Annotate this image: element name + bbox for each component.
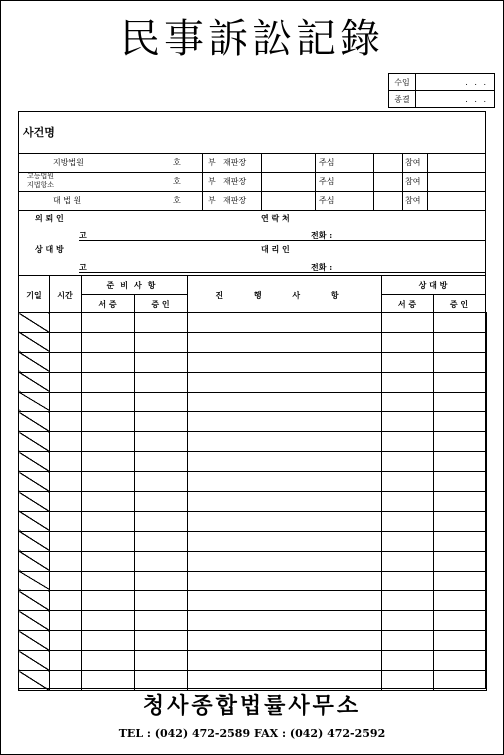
court-supreme-chameo: 참여: [405, 196, 421, 205]
progress-cell[interactable]: [188, 531, 382, 551]
opp-doc-cell[interactable]: [382, 452, 434, 472]
form-title: 民事訴訟記錄: [120, 16, 384, 62]
time-cell[interactable]: [50, 531, 82, 551]
date-cell[interactable]: [19, 631, 50, 651]
progress-cell[interactable]: [188, 631, 382, 651]
time-cell[interactable]: [50, 651, 82, 671]
opp-witness-cell[interactable]: [434, 631, 487, 651]
date-cell[interactable]: [19, 651, 50, 671]
court-high-name-1: 고등법원: [27, 172, 55, 180]
time-cell[interactable]: [50, 551, 82, 571]
table-row: [19, 551, 487, 571]
table-row: [19, 313, 487, 333]
opponent-label: 상 대 방: [35, 244, 64, 254]
date-cell[interactable]: [19, 313, 50, 333]
prep-witness-cell[interactable]: [135, 412, 188, 432]
opp-witness-cell[interactable]: [434, 591, 487, 611]
opp-doc-cell[interactable]: [382, 511, 434, 531]
court-high-name-2: 지법항소: [27, 181, 55, 189]
court-supreme-name: 대 법 원: [53, 196, 82, 205]
prep-doc-cell[interactable]: [82, 352, 135, 372]
table-row: [19, 571, 487, 591]
prep-doc-cell[interactable]: [82, 472, 135, 492]
closed-date-field[interactable]: . . .: [416, 91, 495, 108]
progress-cell[interactable]: [188, 492, 382, 512]
table-row: [19, 631, 487, 651]
opp-doc-cell[interactable]: [382, 313, 434, 333]
prep-doc-cell[interactable]: [82, 392, 135, 412]
progress-cell[interactable]: [188, 452, 382, 472]
progress-cell[interactable]: [188, 651, 382, 671]
opp-witness-cell[interactable]: [434, 432, 487, 452]
progress-cell[interactable]: [188, 392, 382, 412]
progress-cell[interactable]: [188, 611, 382, 631]
prep-witness-cell[interactable]: [135, 332, 188, 352]
table-row: [19, 651, 487, 671]
court-district-judge: 재판장: [223, 158, 247, 167]
progress-cell[interactable]: [188, 332, 382, 352]
prep-doc-cell[interactable]: [82, 531, 135, 551]
time-cell[interactable]: [50, 671, 82, 691]
opp-doc-cell[interactable]: [382, 651, 434, 671]
client-sub-label: 고: [79, 230, 87, 240]
opp-doc-cell[interactable]: [382, 492, 434, 512]
prep-witness-cell[interactable]: [135, 492, 188, 512]
opp-doc-cell[interactable]: [382, 372, 434, 392]
court-district-chameo: 참여: [405, 158, 421, 167]
date-cell[interactable]: [19, 472, 50, 492]
receipt-box: [388, 73, 495, 108]
time-cell[interactable]: [50, 631, 82, 651]
court-high-judge: 재판장: [223, 177, 247, 186]
date-cell[interactable]: [19, 452, 50, 472]
prep-doc-cell[interactable]: [82, 511, 135, 531]
prep-witness-cell[interactable]: [135, 452, 188, 472]
opp-doc-cell[interactable]: [382, 531, 434, 551]
time-cell[interactable]: [50, 571, 82, 591]
opp-witness-cell[interactable]: [434, 352, 487, 372]
table-row: [19, 332, 487, 352]
time-cell[interactable]: [50, 452, 82, 472]
opp-doc-cell[interactable]: [382, 332, 434, 352]
table-row: [19, 372, 487, 392]
table-row: [19, 472, 487, 492]
opp-doc-cell[interactable]: [382, 631, 434, 651]
col-opp-witness-header: 증 인: [449, 299, 469, 309]
col-progress-header: 진 행 사 항: [215, 290, 353, 300]
time-cell[interactable]: [50, 472, 82, 492]
agent-label: 대 리 인: [261, 244, 290, 254]
progress-cell[interactable]: [188, 511, 382, 531]
prep-doc-cell[interactable]: [82, 412, 135, 432]
opp-doc-cell[interactable]: [382, 551, 434, 571]
time-cell[interactable]: [50, 591, 82, 611]
prep-witness-cell[interactable]: [135, 671, 188, 691]
court-supreme-bu: 부: [208, 196, 216, 205]
prep-witness-cell[interactable]: [135, 571, 188, 591]
time-cell[interactable]: [50, 432, 82, 452]
court-district-name: 지방법원: [53, 158, 84, 167]
date-cell[interactable]: [19, 511, 50, 531]
prep-doc-cell[interactable]: [82, 611, 135, 631]
time-cell[interactable]: [50, 511, 82, 531]
opp-witness-cell[interactable]: [434, 611, 487, 631]
table-row: [19, 611, 487, 631]
court-high-ho: 호: [173, 177, 181, 186]
opp-witness-cell[interactable]: [434, 472, 487, 492]
opp-witness-cell[interactable]: [434, 313, 487, 333]
opp-doc-cell[interactable]: [382, 352, 434, 372]
date-cell[interactable]: [19, 611, 50, 631]
progress-cell[interactable]: [188, 472, 382, 492]
table-row: [19, 412, 487, 432]
court-high-jusim: 주심: [319, 177, 335, 186]
table-row: [19, 392, 487, 412]
opp-witness-cell[interactable]: [434, 531, 487, 551]
table-row: [19, 671, 487, 691]
progress-cell[interactable]: [188, 432, 382, 452]
progress-cell[interactable]: [188, 671, 382, 691]
time-cell[interactable]: [50, 313, 82, 333]
court-high-bu: 부: [208, 177, 216, 186]
date-cell[interactable]: [19, 571, 50, 591]
progress-cell[interactable]: [188, 551, 382, 571]
prep-doc-cell[interactable]: [82, 492, 135, 512]
opp-witness-cell[interactable]: [434, 392, 487, 412]
opp-witness-cell[interactable]: [434, 332, 487, 352]
table-row: [19, 352, 487, 372]
prep-witness-cell[interactable]: [135, 631, 188, 651]
progress-cell[interactable]: [188, 591, 382, 611]
table-row: [19, 531, 487, 551]
prep-witness-cell[interactable]: [135, 472, 188, 492]
time-cell[interactable]: [50, 492, 82, 512]
court-supreme-ho: 호: [173, 196, 181, 205]
col-opp-group-header: 상 대 방: [418, 280, 448, 290]
opp-doc-cell[interactable]: [382, 671, 434, 691]
prep-doc-cell[interactable]: [82, 452, 135, 472]
progress-cell[interactable]: [188, 412, 382, 432]
opp-doc-cell[interactable]: [382, 412, 434, 432]
opp-doc-cell[interactable]: [382, 591, 434, 611]
opp-doc-cell[interactable]: [382, 571, 434, 591]
prep-doc-cell[interactable]: [82, 651, 135, 671]
time-cell[interactable]: [50, 352, 82, 372]
opp-witness-cell[interactable]: [434, 651, 487, 671]
prep-witness-cell[interactable]: [135, 392, 188, 412]
prep-doc-cell[interactable]: [82, 332, 135, 352]
table-row: [19, 511, 487, 531]
opp-doc-cell[interactable]: [382, 611, 434, 631]
prep-witness-cell[interactable]: [135, 551, 188, 571]
col-date-header: 기일: [26, 290, 42, 300]
progress-cell[interactable]: [188, 352, 382, 372]
opp-doc-cell[interactable]: [382, 392, 434, 412]
court-district-bu: 부: [208, 158, 216, 167]
time-cell[interactable]: [50, 611, 82, 631]
date-cell[interactable]: [19, 432, 50, 452]
opponent-phone-label: 전화 :: [311, 262, 333, 272]
opp-witness-cell[interactable]: [434, 551, 487, 571]
col-time-header: 시간: [57, 290, 73, 300]
received-date-field[interactable]: . . .: [416, 74, 495, 91]
prep-witness-cell[interactable]: [135, 372, 188, 392]
time-cell[interactable]: [50, 372, 82, 392]
col-prep-doc-header: 서 증: [98, 299, 117, 309]
date-cell[interactable]: [19, 492, 50, 512]
prep-doc-cell[interactable]: [82, 372, 135, 392]
table-row: [19, 591, 487, 611]
opp-witness-cell[interactable]: [434, 571, 487, 591]
date-cell[interactable]: [19, 392, 50, 412]
prep-doc-cell[interactable]: [82, 591, 135, 611]
col-prep-witness-header: 증 인: [151, 299, 170, 309]
prep-doc-cell[interactable]: [82, 551, 135, 571]
case-name-label: 사건명: [23, 126, 55, 139]
opp-doc-cell[interactable]: [382, 432, 434, 452]
prep-witness-cell[interactable]: [135, 611, 188, 631]
prep-witness-cell[interactable]: [135, 432, 188, 452]
date-cell[interactable]: [19, 332, 50, 352]
prep-witness-cell[interactable]: [135, 591, 188, 611]
date-cell[interactable]: [19, 412, 50, 432]
progress-cell[interactable]: [188, 571, 382, 591]
court-supreme-jusim: 주심: [319, 196, 335, 205]
prep-doc-cell[interactable]: [82, 671, 135, 691]
date-cell[interactable]: [19, 591, 50, 611]
opp-witness-cell[interactable]: [434, 372, 487, 392]
court-district-jusim: 주심: [319, 158, 335, 167]
date-cell[interactable]: [19, 671, 50, 691]
col-prep-group-header: 준비사항: [106, 280, 162, 290]
log-table-body: [18, 312, 487, 691]
time-cell[interactable]: [50, 412, 82, 432]
time-cell[interactable]: [50, 332, 82, 352]
firm-name: 청사종합법률사무소: [142, 694, 362, 719]
col-opp-doc-header: 서 증: [397, 299, 417, 309]
prep-doc-cell[interactable]: [82, 571, 135, 591]
client-phone-label: 전화 :: [311, 230, 333, 240]
table-row: [19, 432, 487, 452]
opponent-sub-label: 고: [79, 262, 87, 272]
prep-doc-cell[interactable]: [82, 313, 135, 333]
date-cell[interactable]: [19, 352, 50, 372]
opp-witness-cell[interactable]: [434, 412, 487, 432]
closed-label: 종결: [389, 91, 416, 108]
prep-doc-cell[interactable]: [82, 432, 135, 452]
time-cell[interactable]: [50, 392, 82, 412]
opp-witness-cell[interactable]: [434, 511, 487, 531]
table-row: [19, 492, 487, 512]
court-district-ho: 호: [173, 158, 181, 167]
opp-witness-cell[interactable]: [434, 492, 487, 512]
progress-cell[interactable]: [188, 313, 382, 333]
client-label: 의 뢰 인: [35, 213, 64, 223]
received-label: 수임: [389, 74, 416, 91]
contact-label: 연 락 처: [261, 213, 290, 223]
prep-witness-cell[interactable]: [135, 651, 188, 671]
progress-cell[interactable]: [188, 372, 382, 392]
prep-doc-cell[interactable]: [82, 631, 135, 651]
court-supreme-judge: 재판장: [223, 196, 247, 205]
prep-witness-cell[interactable]: [135, 511, 188, 531]
court-high-chameo: 참여: [405, 177, 421, 186]
prep-witness-cell[interactable]: [135, 313, 188, 333]
table-row: [19, 452, 487, 472]
date-cell[interactable]: [19, 551, 50, 571]
date-cell[interactable]: [19, 372, 50, 392]
opp-witness-cell[interactable]: [434, 452, 487, 472]
opp-doc-cell[interactable]: [382, 472, 434, 492]
date-cell[interactable]: [19, 531, 50, 551]
firm-contact: TEL : (042) 472-2589 FAX : (042) 472-2592: [118, 727, 386, 740]
opp-witness-cell[interactable]: [434, 671, 487, 691]
prep-witness-cell[interactable]: [135, 352, 188, 372]
prep-witness-cell[interactable]: [135, 531, 188, 551]
